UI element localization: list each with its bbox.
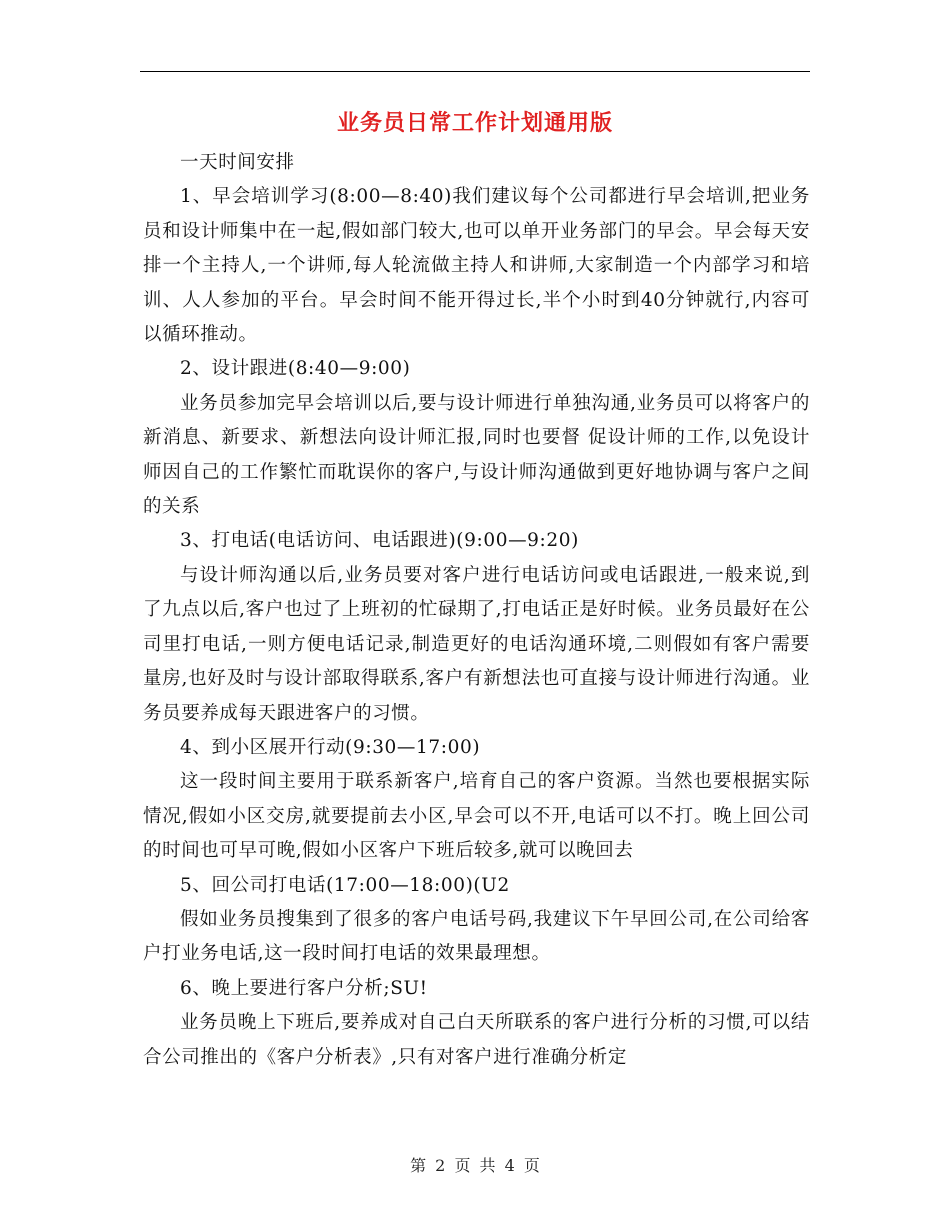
document-body <box>143 146 810 1075</box>
document-title: 业务员日常工作计划通用版 <box>336 111 613 136</box>
body-paragraph: 与设计师沟通以后,业务员要对客户进行电话访问或电话跟进,一般来说,到了九点以后,客户也过了上班初的忙碌期了,打电话正是好时候。业务员最好在公司里打电话,一则方便电话记录,制造更好的电话沟通环境,二则假如有客户需要量房,也好及时与设计部取得联系,客户有新想法也可直接与设计师进行沟通。业务员要养成每天跟进客户的习惯。 <box>143 564 810 724</box>
section-heading: 5、回公司打电话(17:00—18:00)(U2 <box>180 874 510 896</box>
header-rule <box>140 71 810 72</box>
section-heading: 4、到小区展开行动(9:30—17:00) <box>180 736 481 758</box>
page-number: 第 2 页 共 4 页 <box>410 1156 540 1175</box>
body-paragraph: 这一段时间主要用于联系新客户,培育自己的客户资源。当然也要根据实际情况,假如小区交房,就要提前去小区,早会可以不开,电话可以不打。晚上回公司的时间也可早可晚,假如小区客户下班后较多,就可以晚回去 <box>143 771 810 862</box>
body-paragraph: 业务员参加完早会培训以后,要与设计师进行单独沟通,业务员可以将客户的新消息、新要求、新想法向设计师汇报,同时也要督 促设计师的工作,以免设计师因自己的工作繁忙而耽误你的客户,与设计师沟通做到更好地协调与客户之间的关系 <box>143 392 810 518</box>
section-heading: 3、打电话(电话访问、电话跟进)(9:00—9:20) <box>180 530 579 552</box>
body-paragraph: 1、早会培训学习(8:00—8:40)我们建议每个公司都进行早会培训,把业务员和设计师集中在一起,假如部门较大,也可以单开业务部门的早会。早会每天安排一个主持人,一个讲师,每人轮流做主持人和讲师,大家制造一个内部学习和培训、人人参加的平台。早会时间不能开得过长,半个小时到40分钟就行,内容可以循环推动。 <box>143 186 810 346</box>
section-heading: 2、设计跟进(8:40—9:00) <box>180 358 411 380</box>
section-heading: 一天时间安排 <box>180 152 295 173</box>
body-paragraph: 业务员晚上下班后,要养成对自己白天所联系的客户进行分析的习惯,可以结合公司推出的《客户分析表》,只有对客户进行准确分析定 <box>143 1012 810 1068</box>
body-paragraph: 假如业务员搜集到了很多的客户电话号码,我建议下午早回公司,在公司给客户打业务电话,这一段时间打电话的效果最理想。 <box>143 908 810 965</box>
section-heading: 6、晚上要进行客户分析;SU! <box>180 977 428 999</box>
